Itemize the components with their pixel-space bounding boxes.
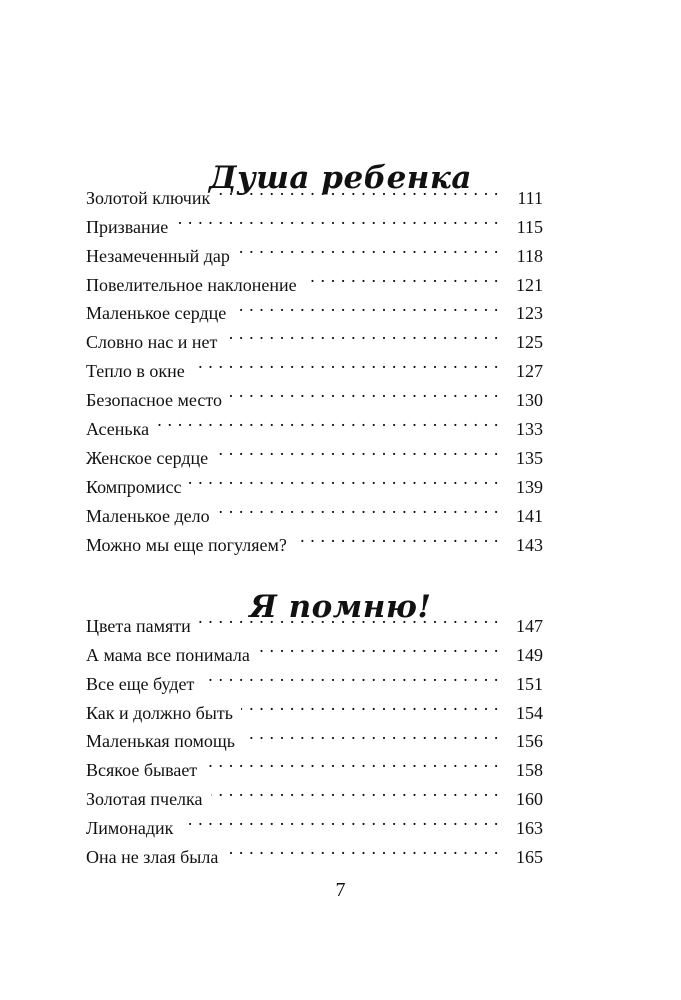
toc-entry-title: Лимонадик [86, 818, 174, 839]
dot-leader [189, 464, 499, 493]
toc-entry-title: Маленькое дело [86, 505, 210, 526]
toc-entry-title: Женское сердце [86, 447, 209, 468]
dot-leader [241, 690, 499, 719]
dot-leader [225, 319, 499, 348]
dot-leader [258, 632, 499, 661]
toc-entry-page: 143 [516, 534, 543, 555]
toc-entry-page: 115 [516, 216, 543, 237]
toc-entry-title: Все еще будет [86, 673, 195, 694]
toc-entry-page: 127 [516, 361, 543, 382]
toc-entry-title: Она не злая была [86, 847, 219, 868]
table-of-contents-section-2 [86, 603, 543, 868]
page-number: 7 [335, 879, 346, 901]
toc-entry-title: Асенька [86, 419, 150, 440]
toc-entry-title: Компромисс [86, 476, 182, 497]
dot-leader [193, 348, 499, 377]
dot-leader [157, 406, 499, 435]
toc-entry-title: Золотой ключик [86, 187, 211, 208]
toc-entry-title: Как и должно быть [86, 702, 233, 723]
dot-leader [218, 493, 499, 522]
toc-entry-page: 149 [516, 644, 543, 665]
dot-leader [205, 747, 499, 776]
toc-entry-page: 125 [516, 332, 543, 353]
toc-entry-page: 147 [516, 615, 543, 636]
toc-entry-title: Цвета памяти [86, 615, 191, 636]
section-title-dusha-rebenka: Душа ребенка [209, 159, 472, 196]
toc-entry-page: 123 [516, 303, 543, 324]
toc-entry-page: 139 [516, 476, 543, 497]
toc-entry [86, 175, 543, 208]
toc-entry-page: 151 [516, 673, 543, 694]
dot-leader [218, 175, 499, 204]
dot-leader [230, 377, 499, 406]
toc-entry-title: Словно нас и нет [86, 332, 218, 353]
toc-entry-title: Маленькая помощь [86, 731, 235, 752]
dot-leader [202, 661, 499, 690]
toc-entry-page: 133 [516, 419, 543, 440]
dot-leader [199, 603, 499, 632]
toc-entry-page: 163 [516, 818, 543, 839]
toc-entry-title: Можно мы еще погуляем? [86, 534, 287, 555]
toc-entry-page: 111 [517, 187, 543, 208]
dot-leader [176, 204, 499, 233]
section-title-ya-pomnyu: Я помню! [249, 588, 432, 625]
toc-entry-page: 135 [516, 447, 543, 468]
dot-leader [216, 435, 499, 464]
dot-leader [226, 834, 499, 863]
toc-entry-title: Всякое бывает [86, 760, 198, 781]
toc-entry-page: 154 [516, 702, 543, 723]
dot-leader [181, 805, 499, 834]
dot-leader [238, 233, 499, 262]
dot-leader [211, 776, 500, 805]
dot-leader [234, 291, 499, 320]
toc-entry-title: Призвание [86, 216, 169, 237]
toc-entry-title: Тепло в окне [86, 361, 185, 382]
toc-entry-page: 156 [516, 731, 543, 752]
toc-entry-page: 121 [516, 274, 543, 295]
toc-entry-title: А мама все понимала [86, 644, 250, 665]
toc-entry-page: 165 [516, 847, 543, 868]
toc-entry-page: 130 [516, 390, 543, 411]
toc-entry-title: Незамеченный дар [86, 245, 230, 266]
toc-entry-title: Золотая пчелка [86, 789, 203, 810]
toc-entry-title: Безопасное место [86, 390, 222, 411]
toc-entry-page: 158 [516, 760, 543, 781]
dot-leader [305, 262, 499, 291]
toc-entry [86, 603, 543, 636]
dot-leader [295, 522, 499, 551]
dot-leader [243, 719, 499, 748]
toc-entry-page: 160 [516, 789, 543, 810]
toc-entry-title: Повелительное наклонение [86, 274, 297, 295]
toc-entry-title: Маленькое сердце [86, 303, 227, 324]
table-of-contents-section-1 [86, 175, 543, 555]
toc-entry-page: 118 [516, 245, 543, 266]
toc-entry-page: 141 [516, 505, 543, 526]
